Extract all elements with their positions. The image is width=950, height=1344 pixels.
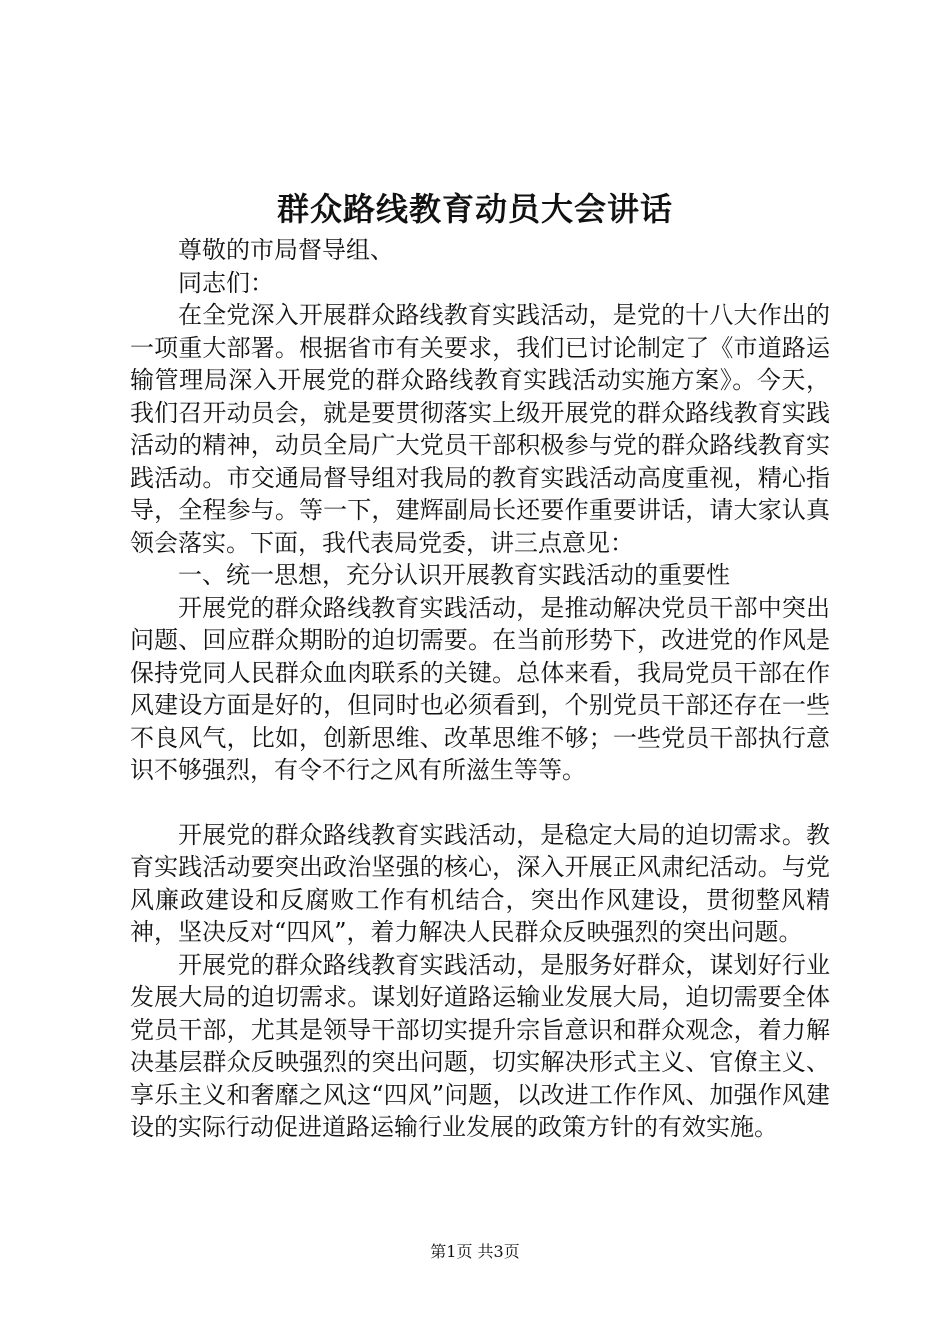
paragraph-section1-c: 开展党的群众路线教育实践活动，是服务好群众，谋划好行业发展大局的迫切需求。谋划好道路运输业发展大局，迫切需要全体党员干部，尤其是领导干部切实提升宗旨意识和群众观念，着力解决基层群众反映强烈的突出问题，切实解决形式主义、官僚主义、享乐主义和奢靡之风这“四风”问题，以改进工作作风、加强作风建设的实际行动促进道路运输行业发展的政策方针的有效实施。 [130, 950, 830, 1141]
paragraph-section1-b: 开展党的群众路线教育实践活动，是稳定大局的迫切需求。教育实践活动要突出政治坚强的核心，深入开展正风肃纪活动。与党风廉政建设和反腐败工作有机结合，突出作风建设，贯彻整风精神，坚决反对“四风”，着力解决人民群众反映强烈的突出问题。 [130, 820, 830, 946]
paragraph-section1-a: 开展党的群众路线教育实践活动，是推动解决党员干部中突出问题、回应群众期盼的迫切需要。在当前形势下，改进党的作风是保持党同人民群众血肉联系的关键。总体来看，我局党员干部在作风建设方面是好的，但同时也必须看到，个别党员干部还存在一些不良风气，比如，创新思维、改革思维不够；一些党员干部执行意识不够强烈，有令不行之风有所滋生等等。 [130, 593, 830, 784]
salutation-line-2: 同志们： [178, 268, 274, 297]
salutation-line-1: 尊敬的市局督导组、 [178, 236, 394, 264]
paragraph-intro: 在全党深入开展群众路线教育实践活动，是党的十八大作出的一项重大部署。根据省市有关要求，我们已讨论制定了《市道路运输管理局深入开展党的群众路线教育实践活动实施方案》。今天，我们召开动员会，就是要贯彻落实上级开展党的群众路线教育实践活动的精神，动员全局广大党员干部积极参与党的群众路线教育实践活动。市交通局督导组对我局的教育实践活动高度重视，精心指导，全程参与。等一下，建辉副局长还要作重要讲话，请大家认真领会落实。下面，我代表局党委，讲三点意见： [130, 301, 830, 557]
page-footer: 第1页 共3页 [430, 1242, 520, 1261]
document-body [130, 234, 830, 1144]
section-heading-1: 一、统一思想，充分认识开展教育实践活动的重要性 [178, 561, 730, 589]
document-title: 群众路线教育动员大会讲话 [276, 190, 673, 228]
